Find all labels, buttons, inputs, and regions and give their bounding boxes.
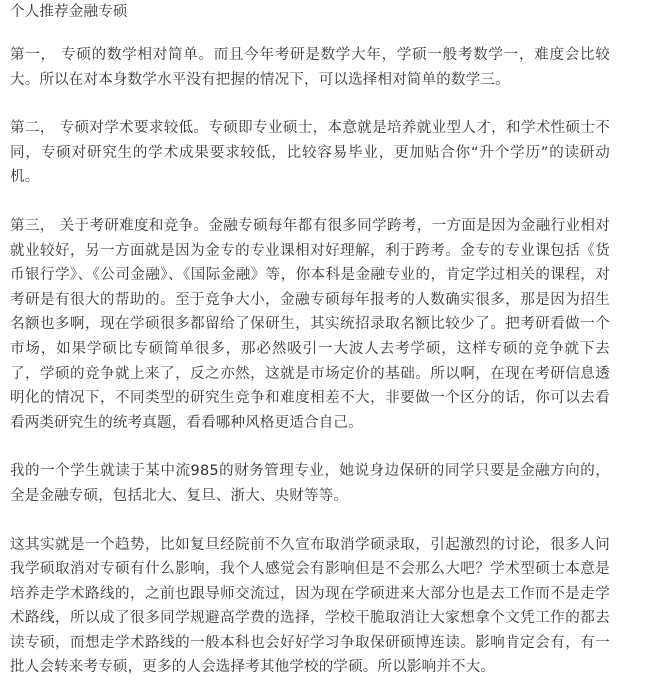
article xyxy=(10,0,610,680)
article-title: 个人推荐金融专硕 xyxy=(10,0,610,24)
paragraph-student-example: 我的一个学生就读于某中流985的财务管理专业，她说身边保研的同学只要是金融方向的，全是金融专硕，包括北大、复旦、浙大、央财等等。 xyxy=(10,459,610,508)
paragraph-trend: 这其实就是一个趋势，比如复旦经院前不久宣布取消学硕录取，引起激烈的讨论，很多人问我学硕取消对专硕有什么影响，我个人感觉会有影响但是不会那么大吧？学术型硕士本意是培养走学术路线的，之前也跟导师交流过，因为现在学硕进来大部分也是去工作而不是走学术路线，所以成了很多同学规避高学费的选择，学校干脆取消让大家想拿个文凭工作的都去读专硕，而想走学术路线的一般本科也会好好学习争取保研硕博连读。影响肯定会有，有一批人会转来考专硕，更多的人会选择考其他学校的学硕。所以影响并不大。 xyxy=(10,533,610,680)
paragraph-academic-requirements: 第二， 专硕对学术要求较低。专硕即专业硕士，本意就是培养就业型人才，和学术性硕士不同，专硕对研究生的学术成果要求较低，比较容易毕业，更加贴合你“升个学历”的读研动机。 xyxy=(10,116,610,190)
paragraph-difficulty-competition: 第三， 关于考研难度和竞争。金融专硕每年都有很多同学跨考，一方面是因为金融行业相对就业较好，另一方面就是因为金专的专业课相对好理解，利于跨考。金专的专业课包括《货币银行学》、《公司金融》、《国际金融》等，你本科是金融专业的，肯定学过相关的课程，对考研是有很大的帮助的。至于竞争大小，金融专硕每年报考的人数确实很多，那是因为招生名额也多啊，现在学硕很多都留给了保研生，其实统招录取名额比较少了。把考研看做一个市场，如果学硕比专硕简单很多，那必然吸引一大波人去考学硕，这样专硕的竞争就下去了，学硕的竞争就上来了，反之亦然，这就是市场定价的基础。所以啊，在现在考研信息透明化的情况下，不同类型的研究生竞争和难度相差不大，非要做一个区分的话，你可以去看看两类研究生的统考真题，看看哪种风格更适合自己。 xyxy=(10,214,610,435)
paragraph-math: 第一， 专硕的数学相对简单。而且今年考研是数学大年，学硕一般考数学一，难度会比较大。所以在对本身数学水平没有把握的情况下，可以选择相对简单的数学三。 xyxy=(10,43,610,92)
